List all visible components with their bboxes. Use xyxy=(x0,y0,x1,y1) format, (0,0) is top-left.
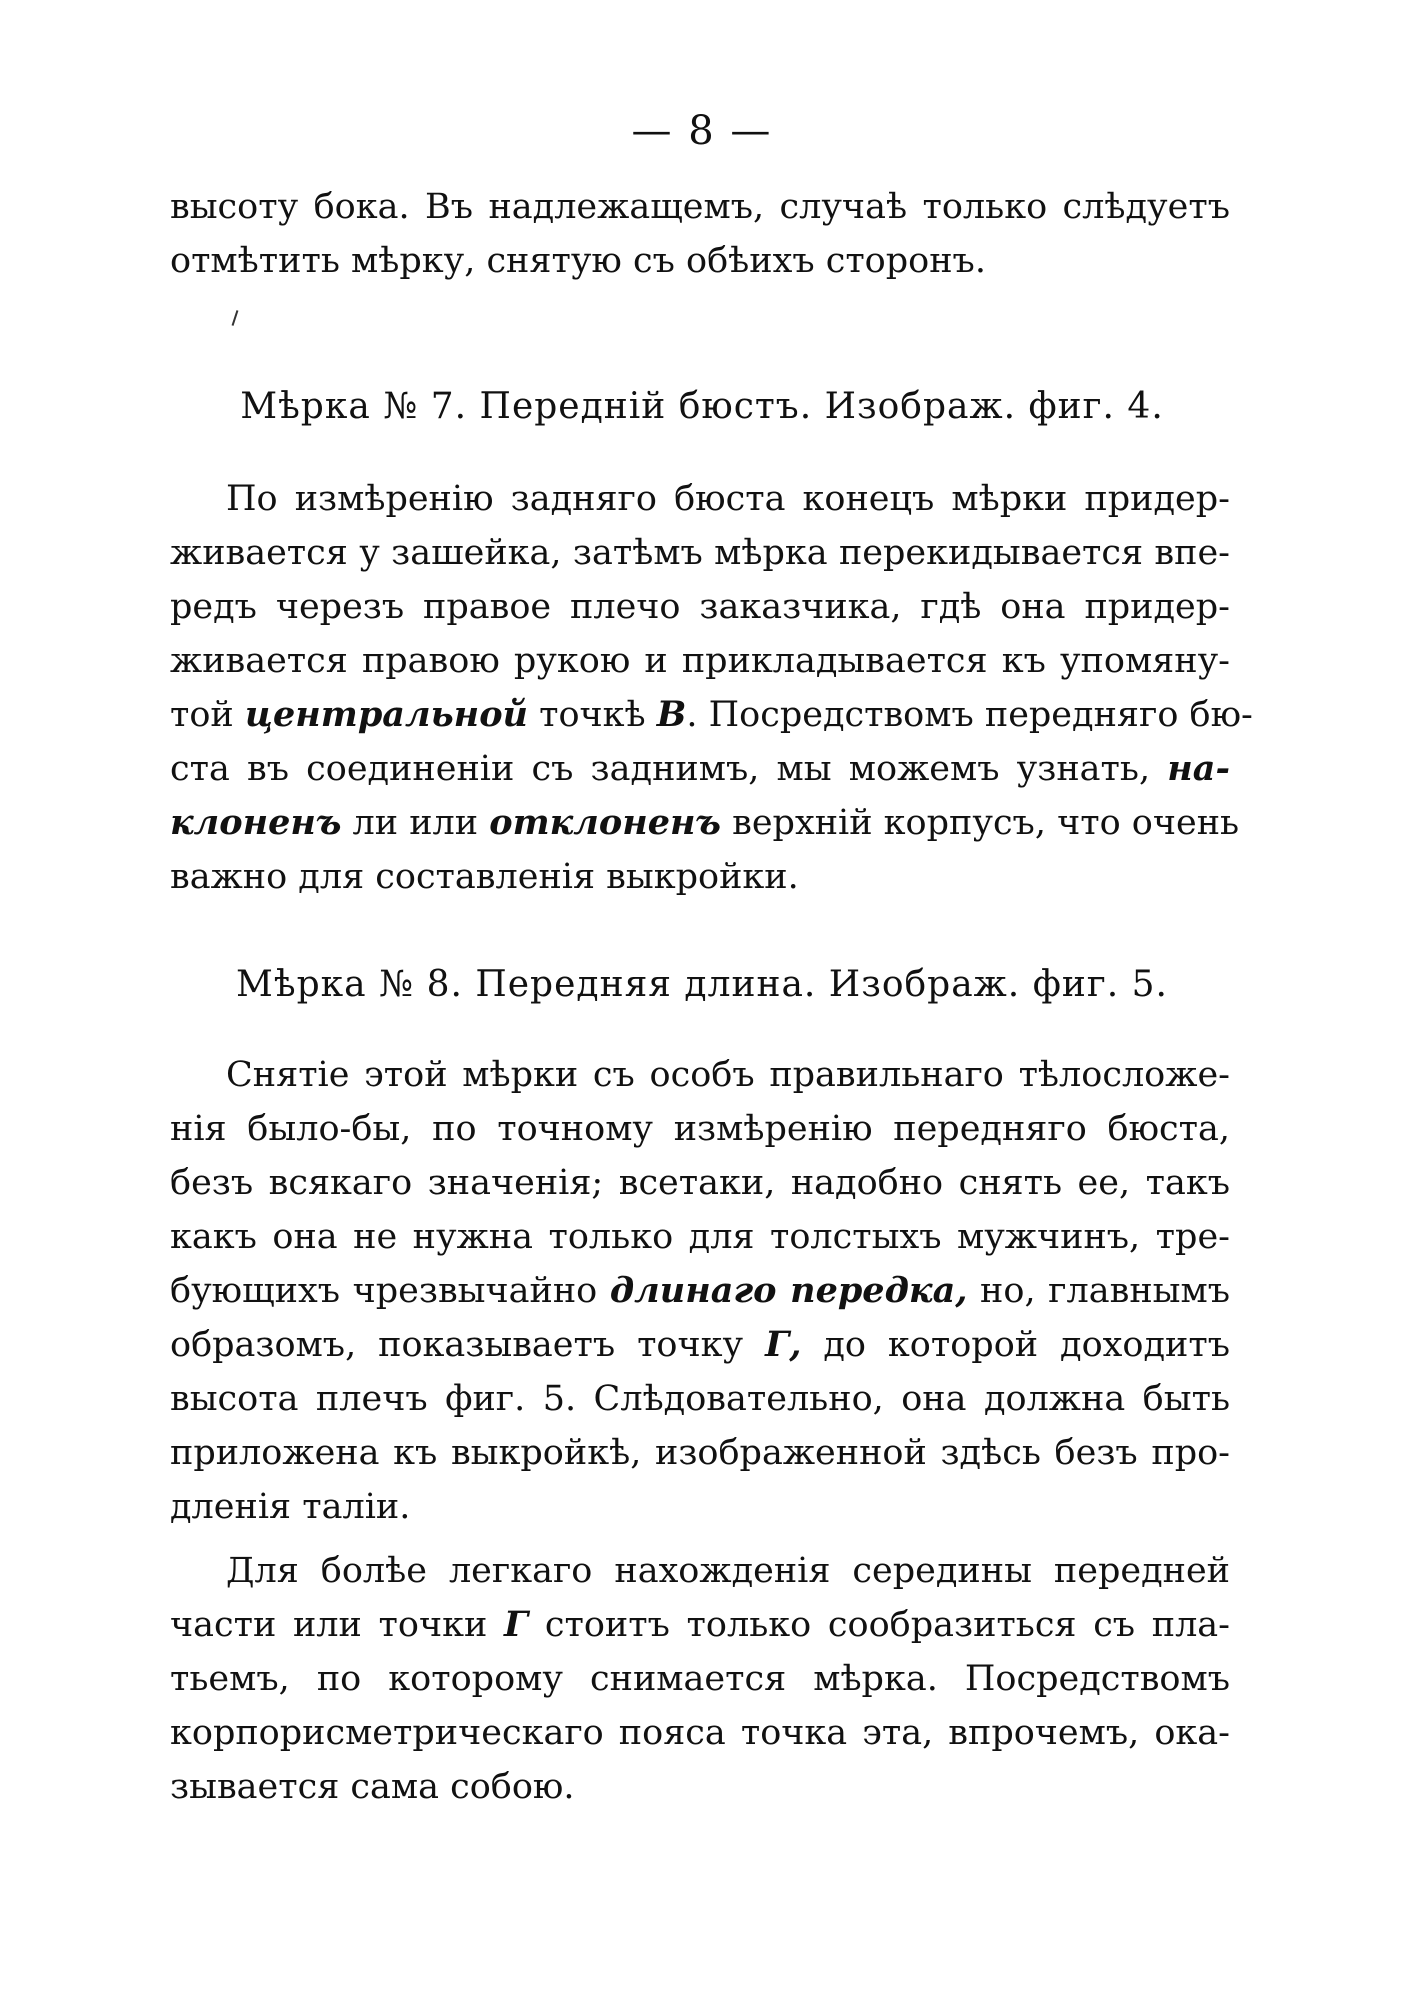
text-line xyxy=(170,1318,1230,1372)
text-run: тьемъ, по которому снимается мѣрка. Посредствомъ xyxy=(170,1659,1230,1699)
text-line xyxy=(170,1598,1230,1652)
text-line xyxy=(170,1210,1230,1264)
section-8-paragraph-2 xyxy=(170,1544,1230,1814)
text-run: высота плечъ фиг. 5. Слѣдовательно, она должна быть xyxy=(170,1379,1230,1419)
intro-paragraph xyxy=(170,180,1230,288)
italic-term: В xyxy=(656,694,687,735)
text-line xyxy=(170,1544,1230,1598)
page-number: — 8 — xyxy=(631,108,773,154)
text-line: отмѣтить мѣрку, снятую съ обѣихъ сторонъ. xyxy=(170,241,986,281)
text-run: но, главнымъ xyxy=(967,1271,1230,1311)
italic-term: Г, xyxy=(765,1324,802,1365)
text-run: части или точки xyxy=(170,1605,505,1645)
text-line xyxy=(170,1156,1230,1210)
text-run: до которой доходитъ xyxy=(801,1325,1230,1365)
text-run: ли или xyxy=(341,803,490,843)
text-line xyxy=(170,1480,1230,1534)
text-run: приложена къ выкройкѣ, изображенной здѣсь безъ про- xyxy=(170,1433,1230,1473)
section-8-heading: Мѣрка № 8. Передняя длина. Изображ. фиг. 5. xyxy=(236,964,1168,1005)
text-line xyxy=(170,1102,1230,1156)
italic-term: Г xyxy=(504,1604,529,1645)
text-line xyxy=(170,850,1230,904)
text-run: важно для составленiя выкройки. xyxy=(170,857,799,897)
text-line: высоту бока. Въ надлежащемъ, случаѣ только слѣдуетъ xyxy=(170,187,1230,227)
text-run: корпорисметрическаго пояса точка эта, впрочемъ, ока- xyxy=(170,1713,1230,1753)
text-run: дленiя талiи. xyxy=(170,1487,411,1527)
text-line xyxy=(170,526,1230,580)
text-line xyxy=(170,1652,1230,1706)
text-line xyxy=(170,1426,1230,1480)
text-run: безъ всякаго значенiя; всетаки, надобно снять ее, такъ xyxy=(170,1163,1230,1203)
text-line xyxy=(170,580,1230,634)
stray-ink-mark xyxy=(232,310,239,326)
text-line xyxy=(170,796,1240,850)
section-7-heading: Мѣрка № 7. Переднiй бюстъ. Изображ. фиг. 4. xyxy=(240,386,1164,427)
text-run: живается правою рукою и прикладывается къ упомяну- xyxy=(170,641,1230,681)
text-run: той xyxy=(170,695,245,735)
text-run: какъ она не нужна только для толстыхъ мужчинъ, тре- xyxy=(170,1217,1230,1257)
text-run: Снятiе этой мѣрки съ особъ правильнаго тѣлосложе- xyxy=(226,1055,1230,1095)
italic-term: на- xyxy=(1167,748,1230,789)
text-run: образомъ, показываетъ точку xyxy=(170,1325,766,1365)
text-line xyxy=(170,1048,1230,1102)
text-line xyxy=(170,1372,1230,1426)
text-run: живается у зашейка, затѣмъ мѣрка перекидывается впе- xyxy=(170,533,1230,573)
italic-term: центральной xyxy=(244,694,528,735)
text-line xyxy=(170,1760,1230,1814)
italic-term: клоненъ xyxy=(170,802,342,843)
text-run: стоитъ только сообразиться съ пла- xyxy=(528,1605,1230,1645)
text-run: нiя было-бы, по точному измѣренiю передняго бюста, xyxy=(170,1109,1230,1149)
text-line xyxy=(170,1706,1230,1760)
section-7-paragraph xyxy=(170,472,1253,904)
text-line xyxy=(170,1264,1230,1318)
text-run: ста въ соединенiи съ заднимъ, мы можемъ узнать, xyxy=(170,749,1168,789)
text-run: По измѣренiю задняго бюста конецъ мѣрки придер- xyxy=(226,479,1230,519)
text-run: Для болѣе легкаго нахожденiя середины передней xyxy=(226,1551,1230,1591)
italic-term: отклоненъ xyxy=(489,802,722,843)
text-line xyxy=(170,688,1253,742)
section-8-paragraph-1 xyxy=(170,1048,1230,1534)
text-line xyxy=(170,634,1230,688)
text-run: верхнiй корпусъ, что очень xyxy=(721,803,1240,843)
text-run: . Посредствомъ передняго бю- xyxy=(686,695,1253,735)
text-run: зывается сама собою. xyxy=(170,1767,575,1807)
text-line xyxy=(170,742,1230,796)
text-run: редъ черезъ правое плечо заказчика, гдѣ она придер- xyxy=(170,587,1230,627)
text-run: бующихъ чрезвычайно xyxy=(170,1271,610,1311)
italic-term: длинаго передка, xyxy=(609,1270,968,1311)
text-line xyxy=(170,472,1230,526)
text-run: точкѣ xyxy=(527,695,657,735)
